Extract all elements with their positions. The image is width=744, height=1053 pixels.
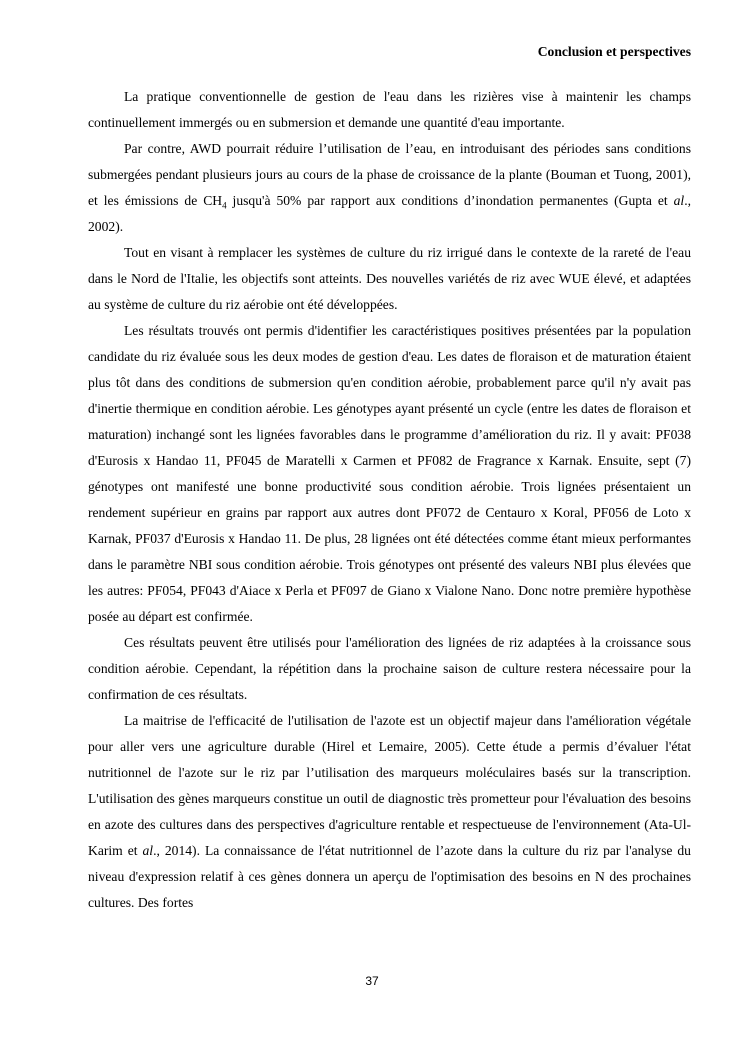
paragraph-2-text-c: ., 2002). bbox=[88, 193, 691, 234]
et-al-italic: al bbox=[142, 843, 154, 858]
paragraph-2-text-b: jusqu'à 50% par rapport aux conditions d’inondation permanentes (Gupta et bbox=[226, 193, 674, 208]
paragraph-6-text-b: ., 2014). La connaissance de l'état nutritionnel de l’azote dans la culture du riz par l'analyse du niveau d'expression relatif à ces gènes donnera un aperçu de l'optimisation des besoins en N des prochaines cultures. Des fortes bbox=[88, 843, 691, 910]
paragraph-6-text-a: La maitrise de l'efficacité de l'utilisation de l'azote est un objectif majeur dans l'amélioration végétale pour aller vers une agriculture durable (Hirel et Lemaire, 2005). Cette étude a permis d’évaluer l'état nutritionnel de l'azote sur le riz par l’utilisation des marqueurs moléculaires basés sur la transcription. L'utilisation des gènes marqueurs constitue un outil de diagnostic très prometteur pour l'évaluation des besoins en azote des cultures dans des perspectives d'agriculture rentable et respectueuse de l'environnement (Ata-Ul-Karim et bbox=[88, 713, 691, 858]
section-header: Conclusion et perspectives bbox=[537, 44, 691, 59]
paragraph-2-text-a: Par contre, AWD pourrait réduire l’utilisation de l’eau, en introduisant des périodes sans conditions submergées pendant plusieurs jours au cours de la phase de croissance de la plante (Bouman et Tuong, 2001), et les émissions de CH bbox=[88, 141, 691, 208]
page-number: 37 bbox=[365, 974, 379, 988]
paragraph-4: Les résultats trouvés ont permis d'identifier les caractéristiques positives présentées par la population candidate du riz évaluée sous les deux modes de gestion d'eau. Les dates de floraison et de maturation étaient plus tôt dans des conditions de submersion qu'en condition aérobie, probablement parce qu'il n'y avait pas d'inertie thermique en condition aérobie. Les génotypes ayant présenté un cycle (entre les dates de floraison et maturation) inchangé sont les lignées favorables dans le programme d’amélioration du riz. Il y avait: PF038 d'Eurosis x Handao 11, PF045 de Maratelli x Carmen et PF082 de Fragrance x Karnak. Ensuite, sept (7) génotypes ont manifesté une bonne productivité sous condition aérobie. Trois lignées présentaient un rendement supérieur en grains par rapport aux autres dont PF072 de Centauro x Koral, PF056 de Loto x Karnak, PF037 d'Eurosis x Handao 11. De plus, 28 lignées ont été détectées comme étant mieux performantes dans le paramètre NBI sous condition aérobie. Trois génotypes ont présenté des valeurs NBI plus élevées que les autres: PF054, PF043 d'Aiace x Perla et PF097 de Giano x Vialone Nano. Donc notre première hypothèse posée au départ est confirmée. bbox=[88, 323, 691, 624]
subscript-4: 4 bbox=[222, 200, 227, 211]
paragraph-2 bbox=[88, 136, 691, 240]
paragraph-1: La pratique conventionnelle de gestion de l'eau dans les rizières vise à maintenir les champs continuellement immergés ou en submersion et demande une quantité d'eau importante. bbox=[88, 89, 691, 130]
et-al-italic: al bbox=[673, 193, 685, 208]
body-text bbox=[88, 84, 691, 916]
paragraph-6 bbox=[88, 708, 691, 916]
paragraph-3: Tout en visant à remplacer les systèmes de culture du riz irrigué dans le contexte de la rareté de l'eau dans le Nord de l'Italie, les objectifs sont atteints. Des nouvelles variétés de riz avec WUE élevé, et adaptées au système de culture du riz aérobie ont été développées. bbox=[88, 245, 691, 312]
paragraph-5: Ces résultats peuvent être utilisés pour l'amélioration des lignées de riz adaptées à la croissance sous condition aérobie. Cependant, la répétition dans la prochaine saison de culture restera nécessaire pour la confirmation de ces résultats. bbox=[88, 635, 691, 702]
